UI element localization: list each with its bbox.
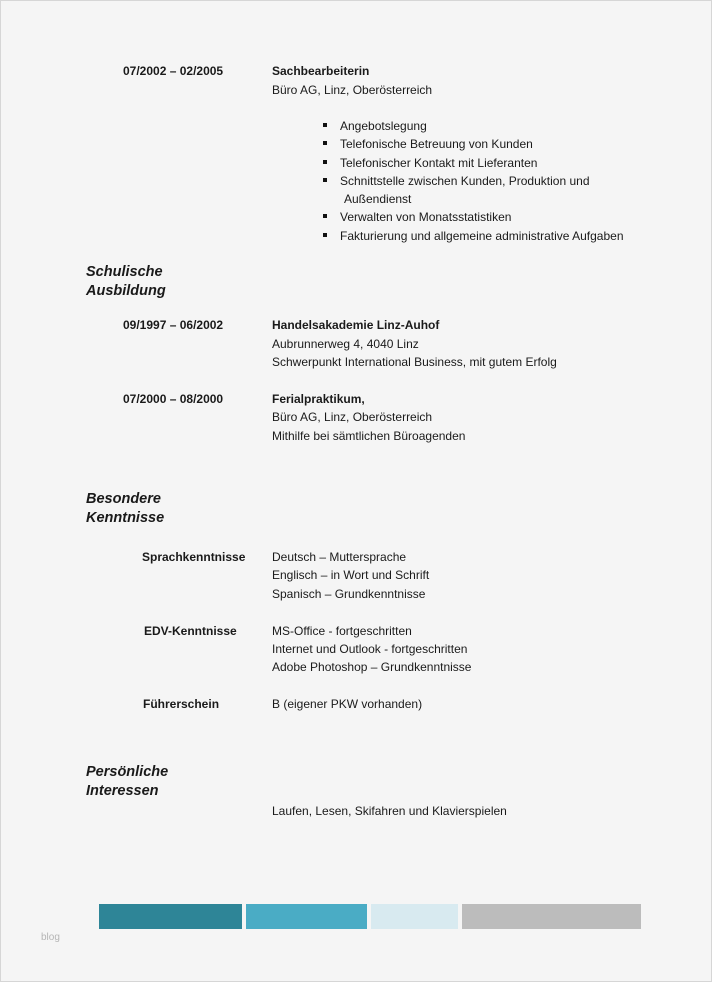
skills-license-label: Führerschein (143, 697, 220, 711)
list-item: Telefonischer Kontakt mit Lieferanten (323, 154, 624, 172)
education-line: Aubrunnerweg 4, 4040 Linz (272, 337, 419, 351)
footer-color-bar (462, 904, 641, 929)
list-item: Angebotslegung (323, 117, 624, 135)
education-title: Ferialpraktikum, (272, 392, 365, 406)
education-title: Handelsakademie Linz-Auhof (272, 318, 440, 332)
skill-line: B (eigener PKW vorhanden) (272, 697, 423, 711)
section-heading-education: Schulische Ausbildung (86, 264, 166, 299)
watermark-text: blog (41, 932, 60, 943)
bullet-square-icon (323, 123, 327, 127)
footer-color-bar (99, 904, 242, 929)
skill-line: Internet und Outlook - fortgeschritten (272, 642, 468, 656)
job-title: Sachbearbeiterin (272, 64, 370, 78)
skill-line: Deutsch – Muttersprache (272, 550, 407, 564)
education-line: Mithilfe bei sämtlichen Büroagenden (272, 429, 466, 443)
job-task-list (323, 117, 624, 245)
skill-line: Englisch – in Wort und Schrift (272, 568, 430, 582)
bullet-square-icon (323, 214, 327, 218)
bullet-square-icon (323, 233, 327, 237)
bullet-square-icon (323, 160, 327, 164)
list-item: Schnittstelle zwischen Kunden, Produktion und Außendienst (323, 172, 624, 209)
section-heading-skills: Besondere Kenntnisse (86, 491, 165, 526)
education-line: Schwerpunkt International Business, mit gutem Erfolg (272, 355, 557, 369)
skill-line: Adobe Photoshop – Grundkenntnisse (272, 660, 472, 674)
job-date: 07/2002 – 02/2005 (123, 64, 224, 78)
bullet-square-icon (323, 178, 327, 182)
skills-it-label: EDV-Kenntnisse (144, 624, 237, 638)
skill-line: Spanisch – Grundkenntnisse (272, 587, 426, 601)
education-date: 09/1997 – 06/2002 (123, 318, 224, 332)
bullet-square-icon (323, 141, 327, 145)
interests-text: Laufen, Lesen, Skifahren und Klavierspielen (272, 804, 507, 818)
list-item: Fakturierung und allgemeine administrative Aufgaben (323, 227, 624, 245)
skills-languages-label: Sprachkenntnisse (142, 550, 246, 564)
section-heading-interests: Persönliche Interessen (86, 764, 169, 799)
education-date: 07/2000 – 08/2000 (123, 392, 224, 406)
education-line: Büro AG, Linz, Oberösterreich (272, 410, 433, 424)
footer-color-bar (246, 904, 367, 929)
list-item: Verwalten von Monatsstatistiken (323, 208, 624, 226)
list-item: Telefonische Betreuung von Kunden (323, 135, 624, 153)
skill-line: MS-Office - fortgeschritten (272, 624, 412, 638)
footer-color-bar (371, 904, 458, 929)
job-company: Büro AG, Linz, Oberösterreich (272, 83, 433, 97)
